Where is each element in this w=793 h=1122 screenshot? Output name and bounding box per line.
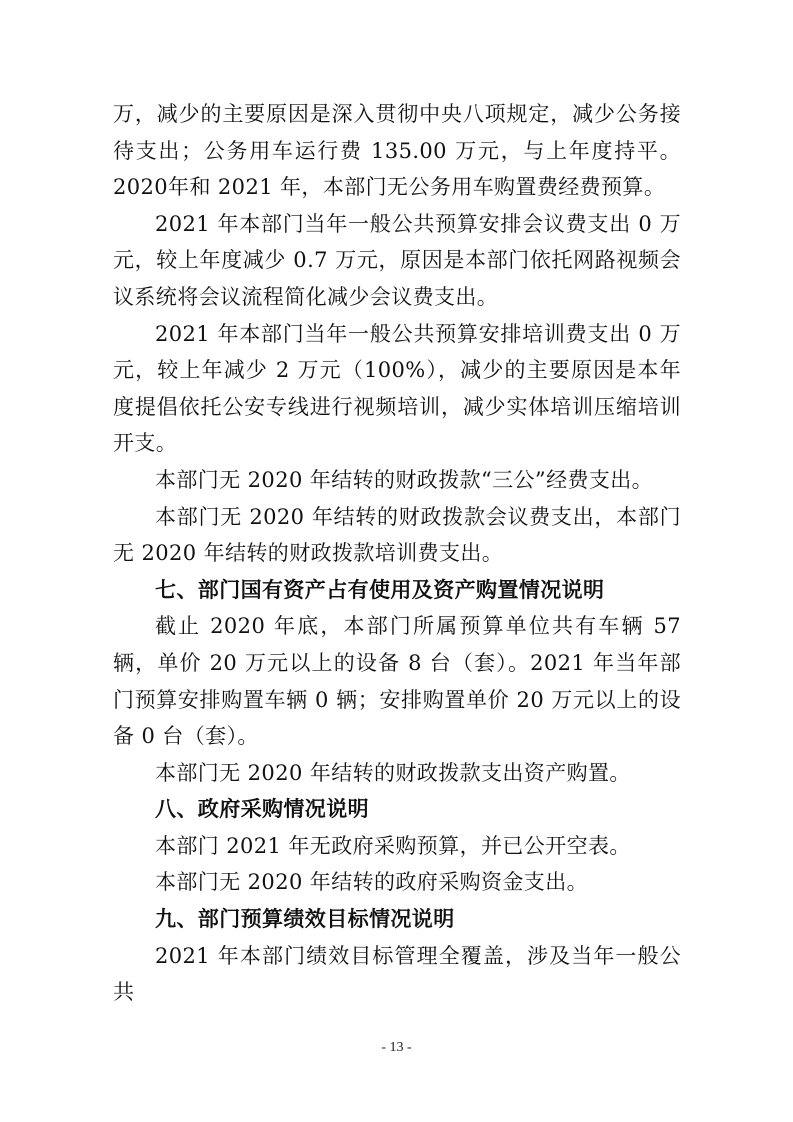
section-heading-procurement: 八、政府采购情况说明 xyxy=(155,797,369,822)
section-heading-assets: 七、部门国有资产占有使用及资产购置情况说明 xyxy=(155,577,605,602)
paragraph-procurement-carryover: 本部门无 2020 年结转的政府采购资金支出。 xyxy=(155,870,588,895)
document-body xyxy=(113,96,681,1011)
paragraph-procurement-budget: 本部门 2021 年无政府采购预算，并已公开空表。 xyxy=(155,833,631,858)
paragraph-assets: 截止 2020 年底，本部门所属预算单位共有车辆 57 辆，单价 20 万元以上的设备 8 台（套）。2021 年当年部门预算安排购置车辆 0 辆；安排购置单价 20 万元以上的设备 0 台（套）。 xyxy=(113,614,681,749)
page-number: - 13 - xyxy=(381,1040,412,1055)
paragraph-three-public-carryover: 本部门无 2020 年结转的财政拨款“三公”经费支出。 xyxy=(155,467,654,492)
paragraph-meeting-fee: 2021 年本部门当年一般公共预算安排会议费支出 0 万元，较上年度减少 0.7 万元，原因是本部门依托网路视频会议系统将会议流程简化减少会议费支出。 xyxy=(113,211,681,309)
paragraph-asset-purchase-carryover: 本部门无 2020 年结转的财政拨款支出资产购置。 xyxy=(155,760,631,785)
paragraph-training-fee: 2021 年本部门当年一般公共预算安排培训费支出 0 万元，较上年减少 2 万元（100%），减少的主要原因是本年度提倡依托公安专线进行视频培训，减少实体培训压缩培训开支。 xyxy=(113,321,681,456)
paragraph-performance: 2021 年本部门绩效目标管理全覆盖，涉及当年一般公共 xyxy=(113,943,681,1005)
paragraph-meeting-training-carryover: 本部门无 2020 年结转的财政拨款会议费支出，本部门无 2020 年结转的财政拨款培训费支出。 xyxy=(113,504,681,566)
paragraph-continued: 万，减少的主要原因是深入贯彻中央八项规定，减少公务接待支出；公务用车运行费 135.00 万元，与上年度持平。2020年和 2021 年，本部门无公务用车购置费经费预算。 xyxy=(113,102,681,200)
section-heading-performance: 九、部门预算绩效目标情况说明 xyxy=(155,907,455,932)
